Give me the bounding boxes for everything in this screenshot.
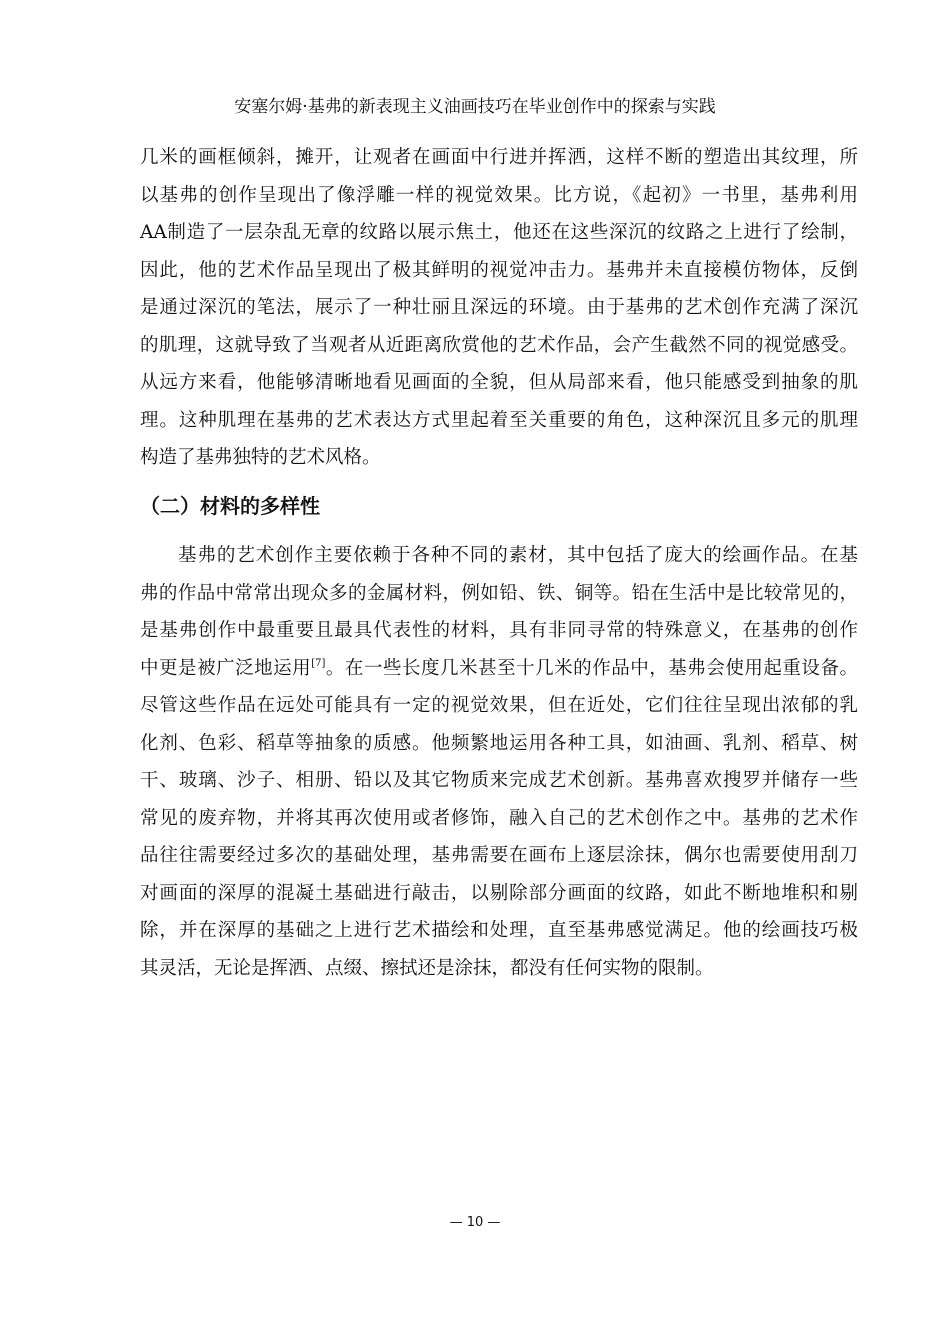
text-line: AA制造了一层杂乱无章的纹路以展示焦土，他还在这些深沉的纹路之上进行了绘制，: [140, 222, 858, 243]
text-line: 从远方来看，他能够清晰地看见画面的全貌，但从局部来看，他只能感受到抽象的肌: [140, 372, 858, 393]
text-segment: 。在一些长度几米甚至十几米的作品中，基弗会使用起重设备。: [325, 657, 858, 679]
text-line: 弗的作品中常常出现众多的金属材料，例如铅、铁、铜等。铅在生活中是比较常见的，: [140, 582, 858, 604]
text-line: 理。这种肌理在基弗的艺术表达方式里起着至关重要的角色，这种深沉且多元的肌理: [140, 409, 858, 431]
text-line: 构造了基弗独特的艺术风格。: [140, 447, 381, 468]
paragraph-1: [140, 139, 858, 477]
page-number: — 10 —: [449, 1215, 501, 1230]
text-line: 品往往需要经过多次的基础处理，基弗需要在画布上逐层涂抹，偶尔也需要使用刮刀: [140, 845, 858, 866]
text-line: 是通过深沉的笔法，展示了一种壮丽且深远的环境。由于基弗的艺术创作充满了深沉: [140, 297, 858, 318]
text-line: 化剂、色彩、稻草等抽象的质感。他频繁地运用各种工具，如油画、乳剂、稻草、树: [140, 732, 858, 754]
text-line: 几米的画框倾斜，摊开，让观者在画面中行进并挥洒，这样不断的塑造出其纹理，所: [140, 147, 858, 168]
text-line: 干、玻璃、沙子、相册、铅以及其它物质来完成艺术创新。基弗喜欢搜罗并储存一些: [140, 770, 858, 791]
text-line: 其灵活，无论是挥洒、点缀、擦拭还是涂抹，都没有任何实物的限制。: [140, 957, 714, 979]
text-line: 常见的废弃物，并将其再次使用或者修饰，融入自己的艺术创作之中。基弗的艺术作: [140, 807, 858, 829]
text-line: 除，并在深厚的基础之上进行艺术描绘和处理，直至基弗感觉满足。他的绘画技巧极: [140, 920, 858, 941]
running-header: 安塞尔姆·基弗的新表现主义油画技巧在毕业创作中的探索与实践: [234, 97, 716, 117]
text-line-with-citation: [140, 650, 858, 688]
text-line: 是基弗创作中最重要且最具代表性的材料，具有非同寻常的特殊意义，在基弗的创作: [140, 620, 858, 641]
citation-ref: [7]: [311, 657, 326, 669]
text-line: 基弗的艺术创作主要依赖于各种不同的素材，其中包括了庞大的绘画作品。在基: [178, 545, 858, 566]
paragraph-2: [140, 537, 858, 987]
section-heading: （二）材料的多样性: [140, 494, 320, 518]
text-line: 的肌理，这就导致了当观者从近距离欣赏他的艺术作品，会产生截然不同的视觉感受。: [140, 334, 858, 356]
text-line: 因此，他的艺术作品呈现出了极其鲜明的视觉冲击力。基弗并未直接模仿物体，反倒: [140, 259, 858, 281]
text-line: 以基弗的创作呈现出了像浮雕一样的视觉效果。比方说，《起初》一书里，基弗利用: [140, 184, 858, 206]
text-segment: 中更是被广泛地运用: [140, 657, 312, 679]
text-line: 尽管这些作品在远处可能具有一定的视觉效果，但在近处，它们往往呈现出浓郁的乳: [140, 695, 858, 716]
text-line: 对画面的深厚的混凝土基础进行敲击，以剔除部分画面的纹路，如此不断地堆积和剔: [140, 882, 858, 904]
